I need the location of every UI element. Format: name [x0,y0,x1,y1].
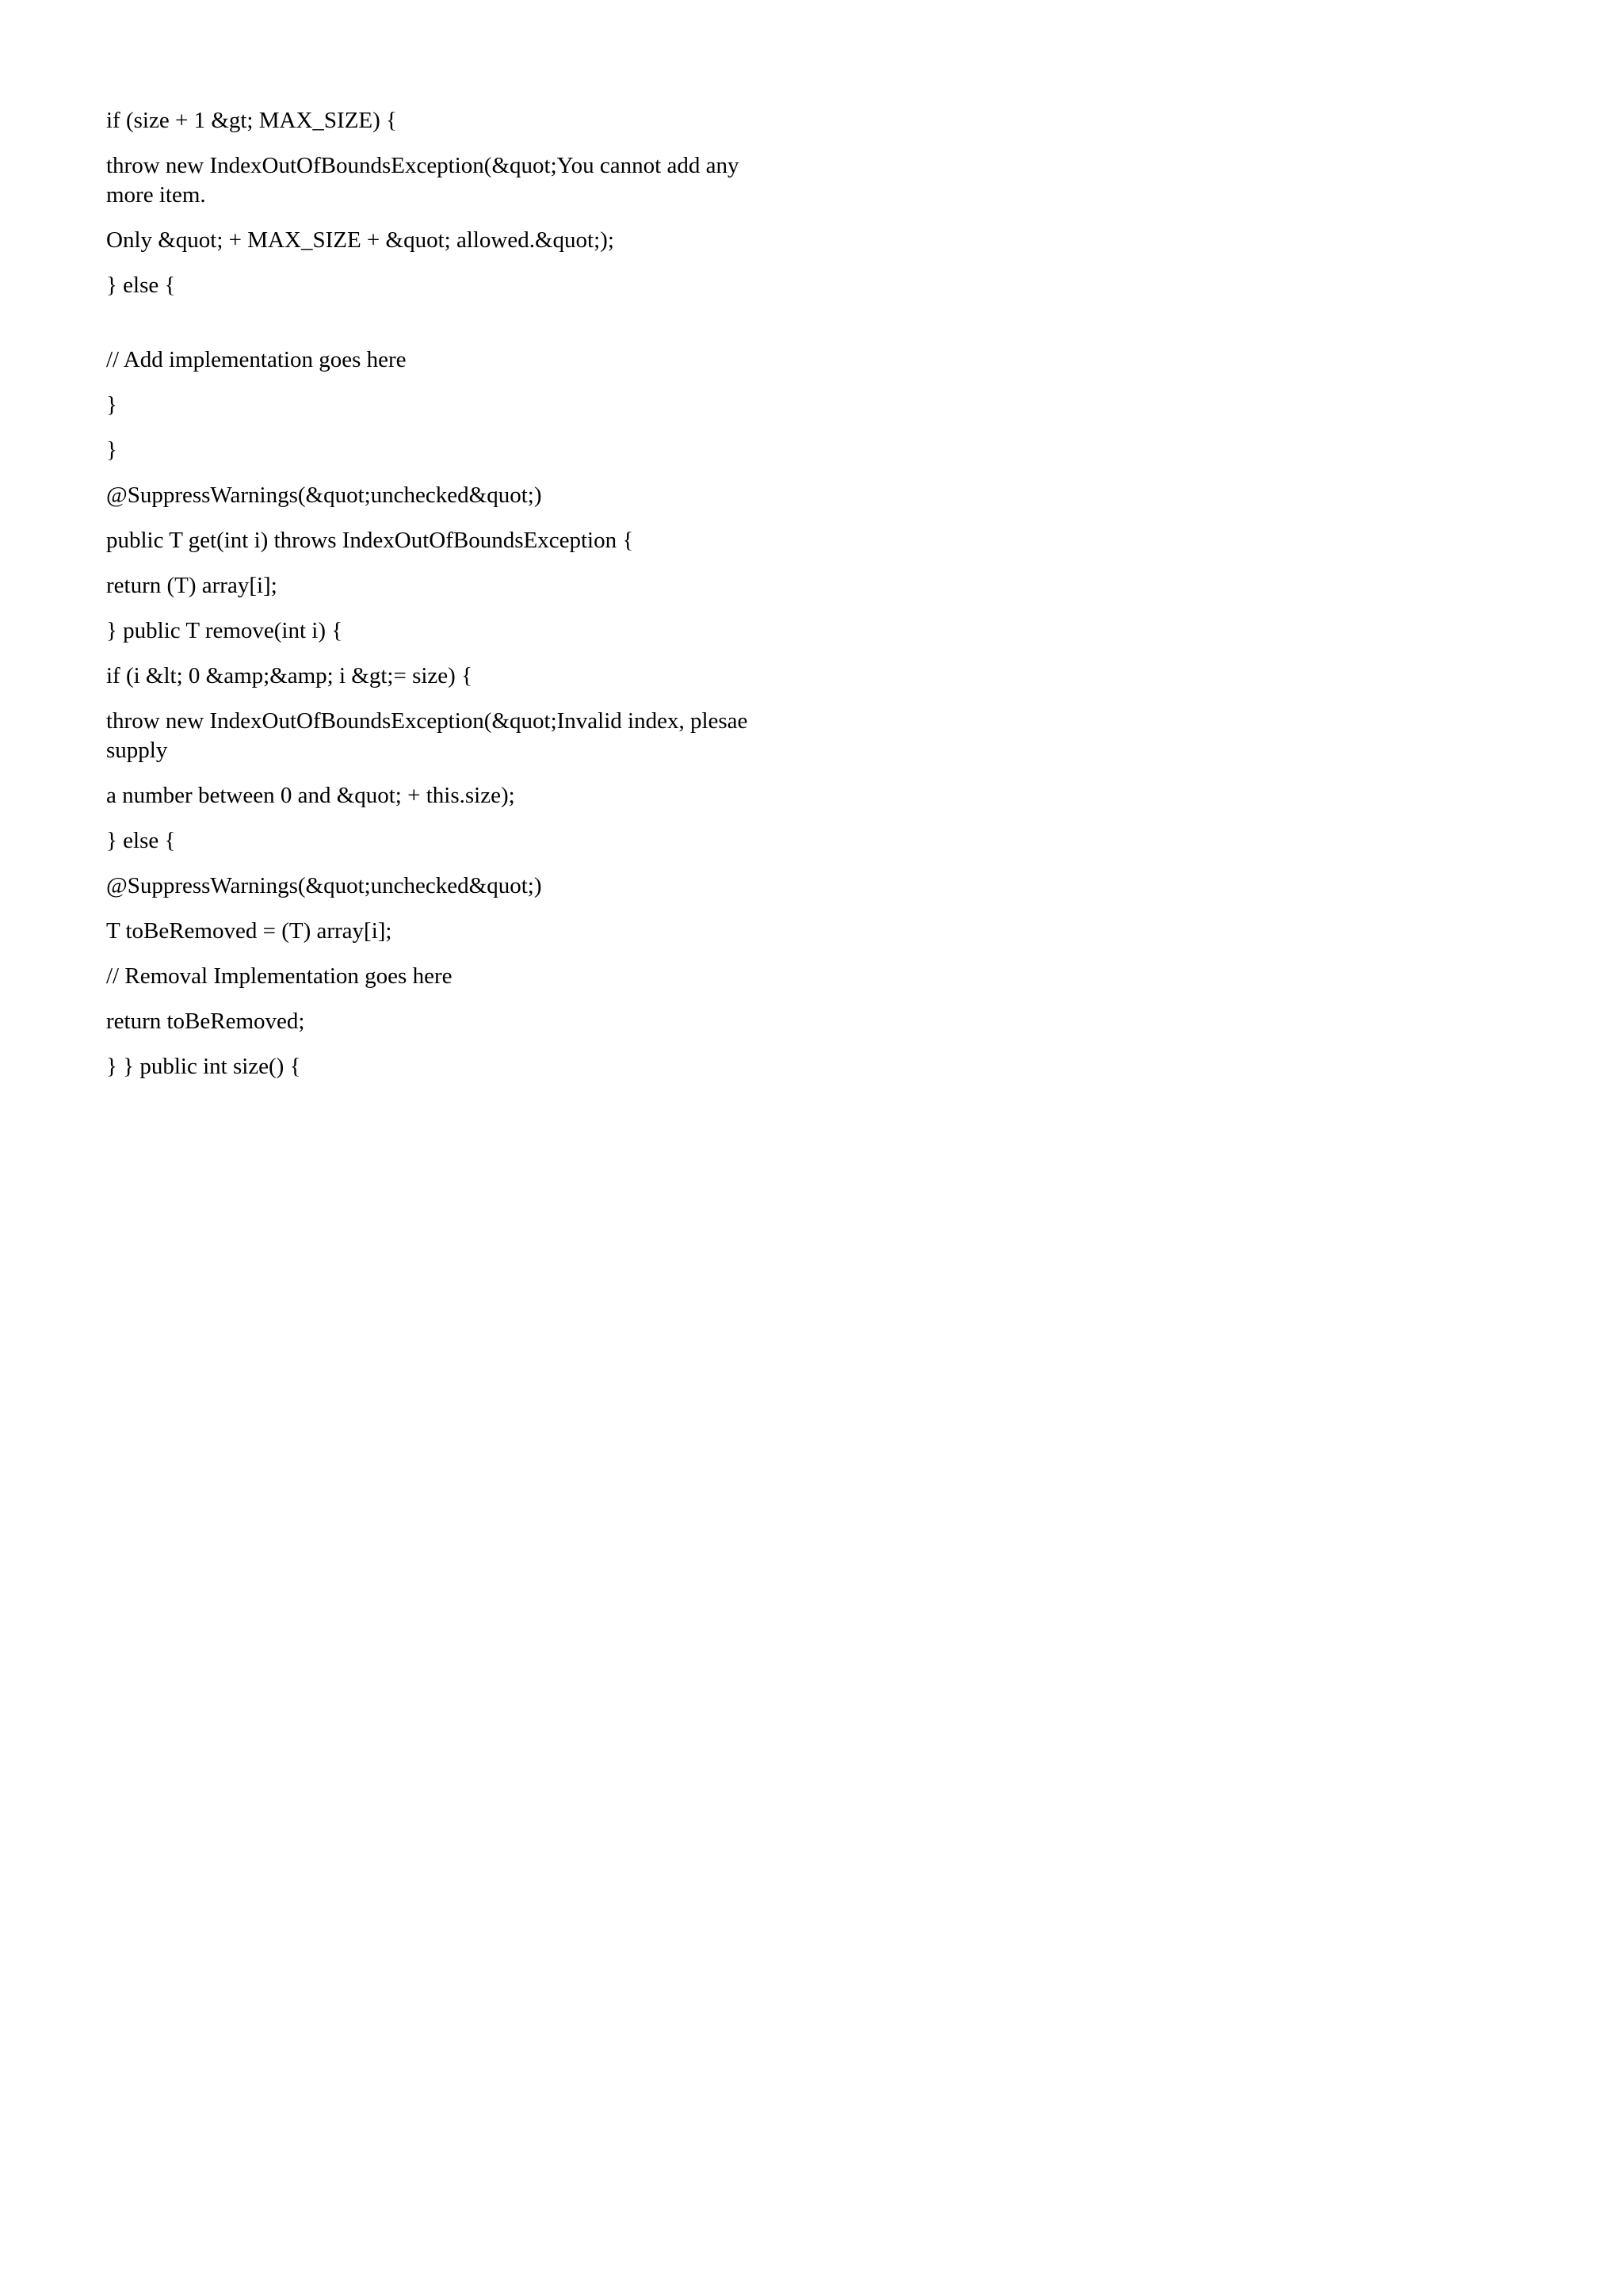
text-line: } } public int size() { [106,1054,301,1079]
text-line: public T get(int i) throws IndexOutOfBoundsException { [106,528,634,553]
text-line: throw new IndexOutOfBoundsException(&quot;Invalid index, plesae supply [106,708,754,763]
code-text-body [106,106,780,1097]
text-line: a number between 0 and &quot; + this.size); [106,783,515,808]
text-line: } public T remove(int i) { [106,618,343,643]
text-line: // Removal Implementation goes here [106,963,453,989]
text-line: T toBeRemoved = (T) array[i]; [106,918,392,944]
text-line: Only &quot; + MAX_SIZE + &quot; allowed.&quot;); [106,227,614,253]
text-line: @SuppressWarnings(&quot;unchecked&quot;) [106,873,542,898]
text-line: if (size + 1 &gt; MAX_SIZE) { [106,108,397,133]
text-line: if (i &lt; 0 &amp;&amp; i &gt;= size) { [106,663,472,688]
document-page [0,0,872,1233]
text-line: } [106,392,117,418]
text-line: } [106,437,117,463]
text-line: } else { [106,273,176,298]
text-line: // Add implementation goes here [106,347,407,372]
text-line: return (T) array[i]; [106,573,277,598]
text-line: throw new IndexOutOfBoundsException(&quot;You cannot add any more item. [106,153,745,208]
text-line: @SuppressWarnings(&quot;unchecked&quot;) [106,482,542,508]
text-line: return toBeRemoved; [106,1009,305,1034]
text-line: } else { [106,828,176,853]
